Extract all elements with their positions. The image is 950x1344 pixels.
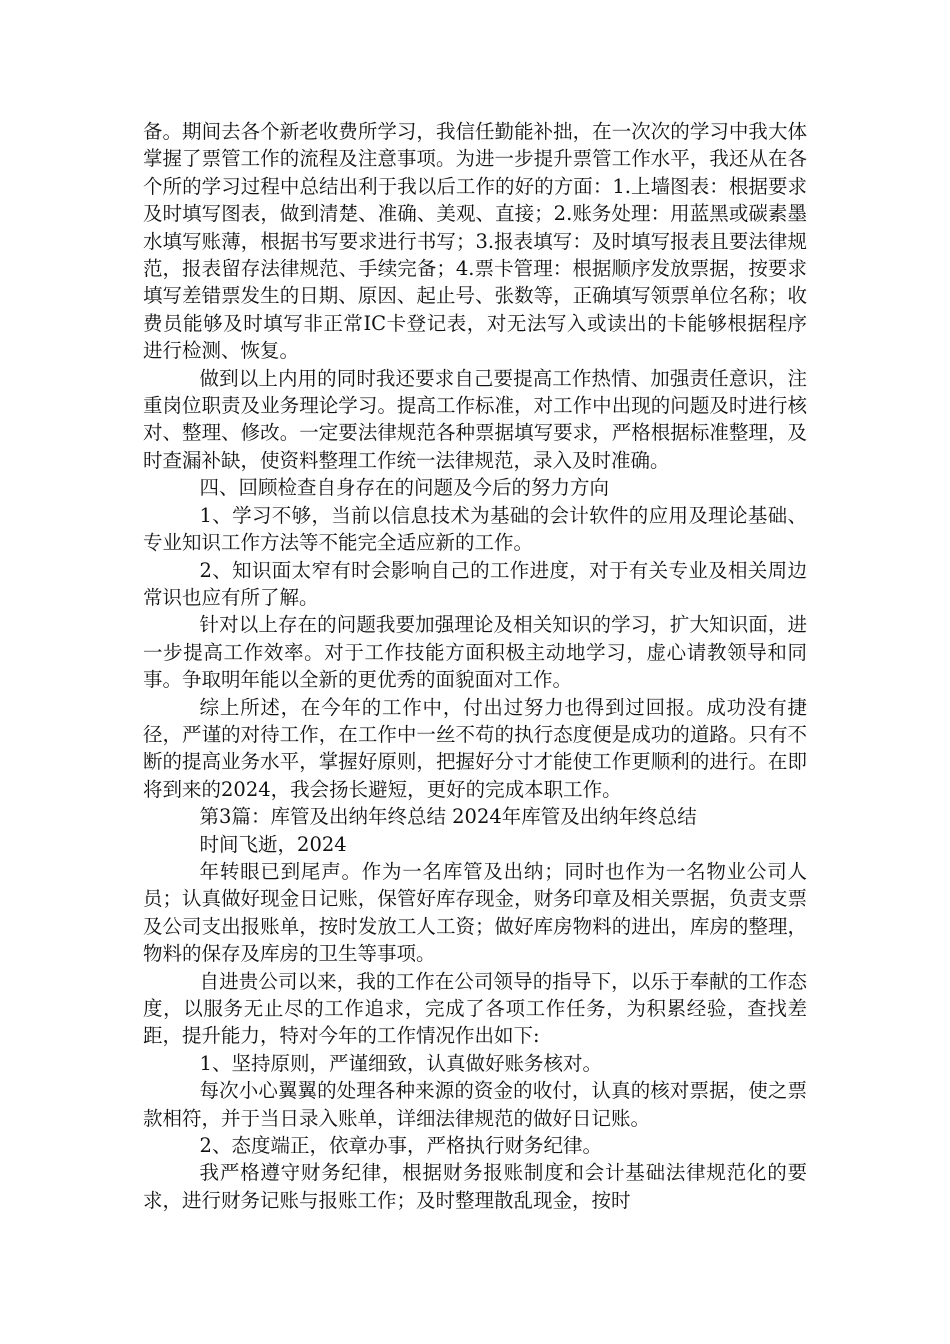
article-title: 第3篇：库管及出纳年终总结 2024年库管及出纳年终总结	[199, 805, 697, 829]
section-heading: 四、回顾检查自身存在的问题及今后的努力方向	[199, 476, 610, 500]
paragraph: 2、知识面太窄有时会影响自己的工作进度，对于有关专业及相关周边常识也应有所了解。	[143, 558, 807, 609]
paragraph: 每次小心翼翼的处理各种来源的资金的收付，认真的核对票据，使之票款相符，并于当日录入账单，详细法律规范的做好日记账。	[143, 1079, 807, 1130]
section-heading: 1、坚持原则，严谨细致，认真做好账务核对。	[199, 1051, 602, 1075]
paragraph: 综上所述，在今年的工作中，付出过努力也得到过回报。成功没有捷径，严谨的对待工作，在工作中一丝不苟的执行态度便是成功的道路。只有不断的提高业务水平，掌握好原则，把握好分寸才能使工作更顺利的进行。在即将到来的2024，我会扬长避短，更好的完成本职工作。	[143, 695, 807, 801]
section-heading: 2、态度端正，依章办事，严格执行财务纪律。	[199, 1134, 602, 1158]
paragraph: 1、学习不够，当前以信息技术为基础的会计软件的应用及理论基础、专业知识工作方法等不能完全适应新的工作。	[143, 503, 807, 555]
paragraph: 针对以上存在的问题我要加强理论及相关知识的学习，扩大知识面，进一步提高工作效率。对于工作技能方面积极主动地学习，虚心请教领导和同事。争取明年能以全新的更优秀的面貌面对工作。	[143, 613, 807, 692]
paragraph: 备。期间去各个新老收费所学习，我信任勤能补拙，在一次次的学习中我大体掌握了票管工作的流程及注意事项。为进一步提升票管工作水平，我还从在各个所的学习过程中总结出利于我以后工作的好的方面：1.上墙图表：根据要求及时填写图表，做到清楚、准确、美观、直接；2.账务处理：用蓝黑或碳素墨水填写账薄，根据书写要求进行书写；3.报表填写：及时填写报表且要法律规范，报表留存法律规范、手续完备；4.票卡管理：根据顺序发放票据，按要求填写差错票发生的日期、原因、起止号、张数等，正确填写领票单位名称；收费员能够及时填写非正常IC卡登记表，对无法写入或读出的卡能够根据程序进行检测、恢复。	[143, 120, 807, 363]
paragraph: 我严格遵守财务纪律，根据财务报账制度和会计基础法律规范化的要求，进行财务记账与报账工作；及时整理散乱现金，按时	[143, 1161, 807, 1212]
paragraph: 做到以上内用的同时我还要求自己要提高工作热情、加强责任意识，注重岗位职责及业务理论学习。提高工作标准，对工作中出现的问题及时进行核对、整理、修改。一定要法律规范各种票据填写要求，严格根据标准整理，及时查漏补缺，使资料整理工作统一法律规范，录入及时准确。	[143, 366, 807, 472]
paragraph: 时间飞逝，2024	[199, 832, 347, 856]
document-body	[143, 118, 807, 1214]
paragraph: 年转眼已到尾声。作为一名库管及出纳；同时也作为一名物业公司人员；认真做好现金日记账，保管好库存现金，财务印章及相关票据，负责支票及公司支出报账单，按时发放工人工资；做好库房物料的进出，库房的整理，物料的保存及库房的卫生等事项。	[143, 859, 807, 966]
paragraph: 自进贵公司以来，我的工作在公司领导的指导下，以乐于奉献的工作态度，以服务无止尽的工作追求，完成了各项工作任务，为积累经验，查找差距，提升能力，特对今年的工作情况作出如下:	[143, 969, 807, 1048]
